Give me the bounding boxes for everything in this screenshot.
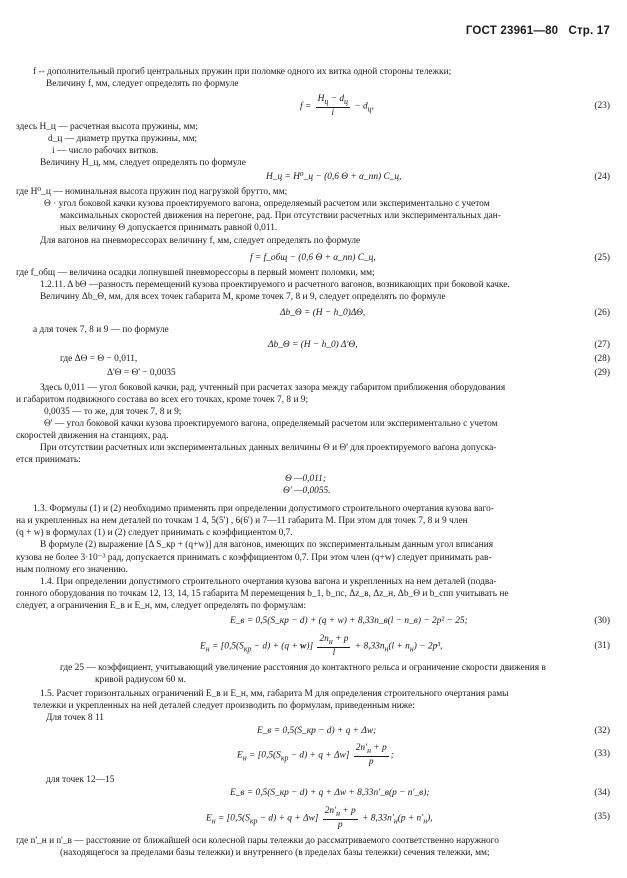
text-line: ных величину Θ допускается принимать равной 0,011. xyxy=(60,223,278,233)
text-line: максимальных скоростей движения на перегоне, рад. При отсутствии расчетных или экспериментальных дан- xyxy=(60,211,501,221)
equation-number: (35) xyxy=(594,812,610,822)
text-line: Здесь 0,011 — угол боковой качки, рад, учтенный при расчетах зазора между габаритом приближения оборудования xyxy=(40,383,506,393)
equation-number: (33) xyxy=(594,749,610,759)
text-line: для точек 12—15 xyxy=(46,775,115,785)
formula: f = f_общ − (0,6 Θ + α_пп) C_ц, xyxy=(250,253,376,263)
text-line: кривой радиусом 60 м. xyxy=(95,675,186,685)
text-line: ным полному его значению. xyxy=(16,565,128,575)
text-line: а для точек 7, 8 и 9 — по формуле xyxy=(33,325,169,335)
text-line: ется принимать: xyxy=(16,455,81,465)
text-line: Θ' — угол боковой качки кузова проектируемого вагона, определяемый расчетом или экспериментально с учетом xyxy=(44,419,498,429)
text-line: Величину f, мм, следует определять по формуле xyxy=(46,79,239,89)
text-line: Для вагонов на пневморессорах величину f, мм, следует определять по формуле xyxy=(40,236,361,246)
standard-number: ГОСТ 23961—80 xyxy=(465,25,559,37)
formula: E_в = 0,5(S_кр − d) + q + Δw + 8,33n'_в(p − n'_в); xyxy=(230,788,430,798)
text-line: где f_общ — величина осадки лопнувшей пневморессоры в первый момент поломки, мм; xyxy=(16,268,375,278)
text-line: i — число рабочих витков. xyxy=(52,146,159,156)
equation-number: (28) xyxy=(594,354,610,364)
formula: E_в = 0,5(S_кр − d) + (q + w) + 8,33n_в(l − n_в) − 2p² − 25; xyxy=(230,616,468,626)
equation-number: (30) xyxy=(594,616,610,626)
text-line: на и укрепленных на нем деталей по точкам 1 4, 5(5') , 6(6') и 7—11 габарита М. При этом для точек 7, 8 и 9 член xyxy=(16,516,468,526)
page-number: Стр. 17 xyxy=(568,25,610,37)
text-line: f -- дополнительный прогиб центральных пружин при поломке одного их витка одной стороны тележки; xyxy=(33,67,452,77)
equation-number: (24) xyxy=(594,172,610,182)
text-line: следует, а ограничения E_в и E_н, мм, следует определять по формулам: xyxy=(16,601,306,611)
text-line: d_ц — диаметр прутка пружины, мм; xyxy=(48,134,198,144)
equation-number: (31) xyxy=(594,641,610,651)
text-line: (q + w) в формулах (1) и (2) следует принимать с коэффициентом 0,7. xyxy=(16,528,293,538)
formula: Δb_Θ = (H − h_0) Δ'Θ, xyxy=(268,340,358,350)
text-line: 1.2.11. Δ bΘ —разность перемещений кузова проектируемого и расчетного вагонов, возникающих при боковой качке. xyxy=(40,280,510,290)
formula: $E_н = [0,5(S_{кр} - d) + q + \Delta w]$ $\frac{2n'_н + p}{p}$ ; xyxy=(237,743,394,767)
text-line: 1.3. Формулы (1) и (2) необходимо применять при определении допустимого строительного очертания кузова ваго- xyxy=(33,504,494,514)
text-line: здесь H_ц — расчетная высота пружины, мм; xyxy=(16,122,198,132)
formula: $E_н = [0,5(S_{кр} - d) + (q + w)]$ $\frac{2n_н + p}{l}$ + $8,33n_н(l + n_н) - 2p^3$, xyxy=(200,634,443,658)
text-line: и габаритом подвижного состава во всех его точках, кроме точек 7, 8 и 9; xyxy=(16,395,309,405)
text-line: Δ'Θ = Θ' − 0,0035 xyxy=(107,368,176,378)
equation-number: (29) xyxy=(594,368,610,378)
formula: Θ' —0,0055. xyxy=(283,486,331,496)
formula: Δb_Θ = (H − h_0)ΔΘ, xyxy=(280,308,366,318)
formula: H_ц = H⁰_ц − (0,6 Θ + α_пп) C_ц, xyxy=(266,172,402,182)
text-line: где 25 — коэффициент, учитывающий увеличение расстояния до контактного рельса и ограничение скорости движения в xyxy=(60,663,546,673)
text-line: В формуле (2) выражение [Δ S_кр + (q+w)] для вагонов, имеющих по экспериментальным данным угол вписания xyxy=(40,540,494,550)
text-line: Величину H_ц, мм, следует определять по формуле xyxy=(40,158,246,168)
text-line: Для точек 8 11 xyxy=(46,713,104,723)
formula: $E_н = [0,5(S_{кр} - d) + q + \Delta w]$ $\frac{2n'_н + p}{p}$ + $8,33n'_н(p + n'_н)$, xyxy=(206,806,433,830)
text-line: Θ · угол боковой качки кузова проектируемого вагона, определяемый расчетом или экспериментально с учетом xyxy=(44,199,490,209)
formula: Θ —0,011; xyxy=(285,474,326,484)
page-header xyxy=(466,26,610,37)
formula: f = $\frac{H_ц - d_ц}{i}$ − $d_ц$, xyxy=(300,94,374,118)
text-line: 1.4. При определении допустимого строительного очертания кузова вагона и укрепленных на нем деталей (подва- xyxy=(40,577,497,587)
equation-number: (25) xyxy=(594,253,610,263)
text-line: гонного оборудования по точкам 12, 13, 14, 15 габарита М перемещения b_1, b_пс, Δz_в, Δz_н, Δb_Θ и b_спп учитывать не xyxy=(16,589,509,599)
text-line: кузова не более 3·10⁻³ рад, допускается принимать с коэффициентом 0,7. При этом член (q+w) следует принимать рав- xyxy=(16,553,492,563)
text-line: где H⁰_ц — номинальная высота пружин под нагрузкой брутто, мм; xyxy=(16,187,288,197)
equation-number: (26) xyxy=(594,308,610,318)
formula: E_в = 0,5(S_кр − d) + q + Δw; xyxy=(257,726,377,736)
text-line: скоростей движения на станциях, рад. xyxy=(16,431,169,441)
text-line: тележки и укрепленных на ней деталей следует производить по формулам, приведенным ниже: xyxy=(33,701,415,711)
text-line: 1.5. Расчет горизонтальных ограничений E_в и E_н, мм, габарита М для определения строительного очертания рамы xyxy=(40,689,509,699)
text-line: где ΔΘ = Θ − 0,011, xyxy=(60,354,138,364)
text-line: При отсутствии расчетных или экспериментальных данных величины Θ и Θ' для проектируемого вагона допуска- xyxy=(40,443,497,453)
equation-number: (32) xyxy=(594,726,610,736)
equation-number: (27) xyxy=(594,340,610,350)
equation-number: (23) xyxy=(594,101,610,111)
equation-number: (34) xyxy=(594,788,610,798)
text-line: Величину Δb_Θ, мм, для всех точек габарита М, кроме точек 7, 8 и 9, следует определять по формуле xyxy=(40,292,446,302)
text-line: 0,0035 — то же, для точек 7, 8 и 9; xyxy=(44,407,182,417)
text-line: где n'_н и n'_в — расстояние от ближайшей оси колесной пары тележки до рассматриваемого соответственно наружного xyxy=(16,836,499,846)
text-line: (находящегося за пределами базы тележки) и внутреннего (в пределах базы тележки) сечения тележки, мм; xyxy=(60,848,490,858)
